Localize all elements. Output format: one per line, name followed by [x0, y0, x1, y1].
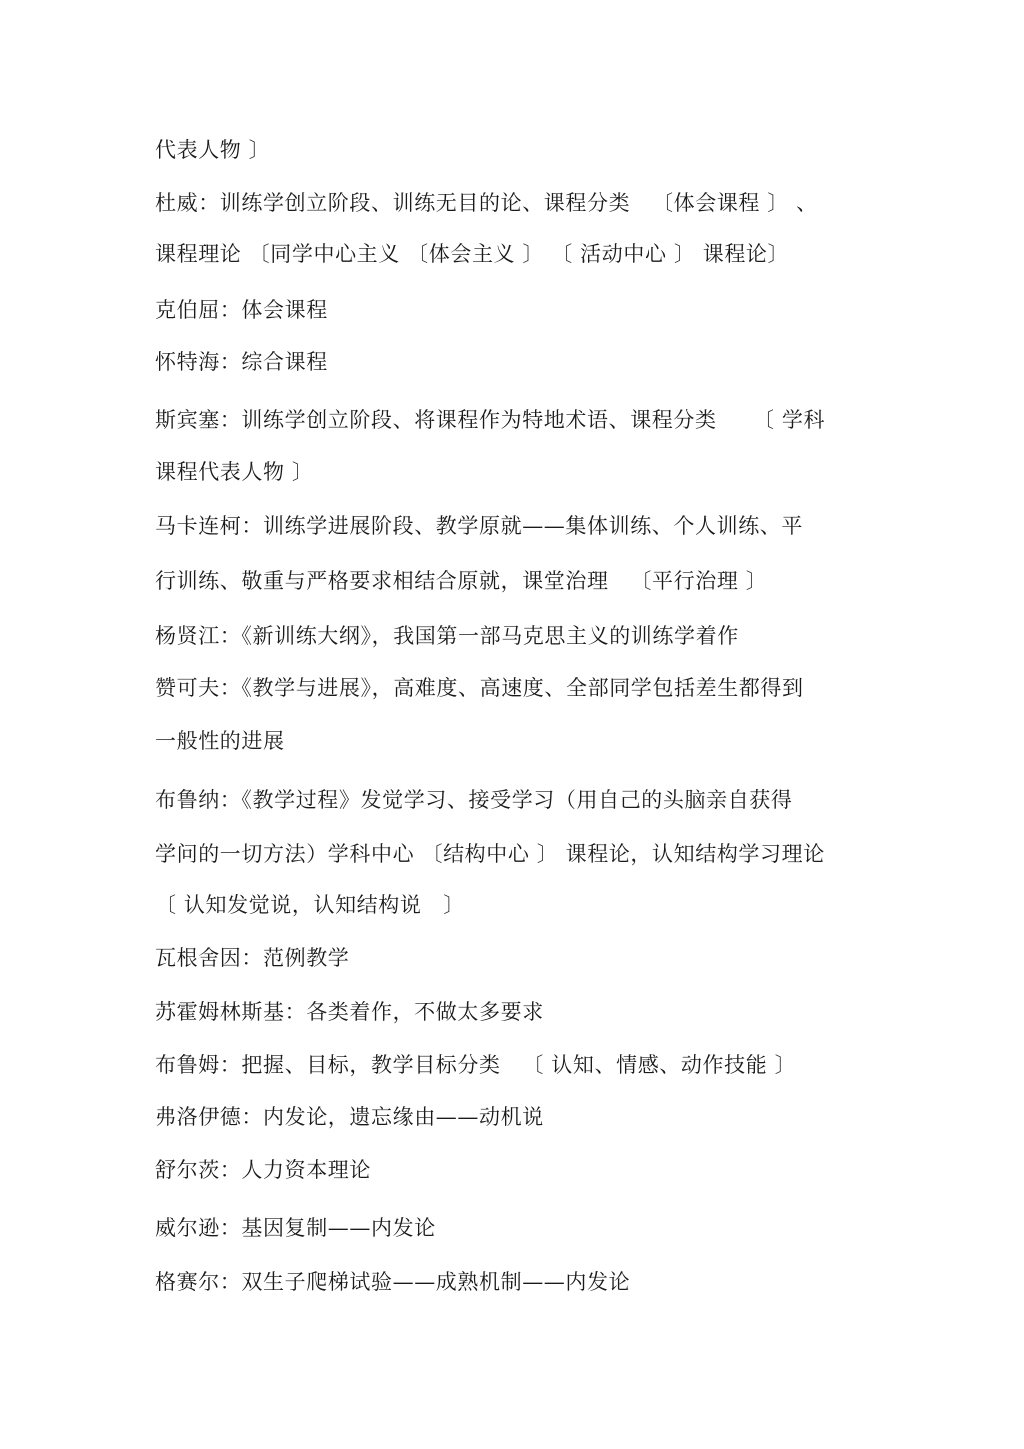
text-line: 斯宾塞：训练学创立阶段、将课程作为特地术语、课程分类 〔 学科 [155, 408, 826, 432]
text-line: 怀特海：综合课程 [155, 350, 328, 374]
text-line: 杨贤江：《新训练大纲》，我国第一部马克思主义的训练学着作 [155, 624, 739, 648]
text-line: 弗洛伊德：内发论，遗忘缘由——动机说 [155, 1105, 544, 1129]
text-line: 舒尔茨：人力资本理论 [155, 1158, 371, 1182]
text-line: 赞可夫：《教学与进展》，高难度、高速度、全部同学包括差生都得到 [155, 676, 804, 700]
text-line: 马卡连柯：训练学进展阶段、教学原就——集体训练、个人训练、平 [155, 514, 803, 538]
text-line: 格赛尔：双生子爬梯试验——成熟机制——内发论 [155, 1270, 631, 1294]
text-line: 课程代表人物 〕 [155, 460, 314, 484]
text-line: 一般性的进展 [155, 729, 285, 753]
text-line: 布鲁姆：把握、目标，教学目标分类 〔 认知、情感、动作技能 〕 [155, 1053, 797, 1077]
text-line: 代表人物 〕 [155, 138, 271, 162]
text-line: 克伯屈：体会课程 [155, 298, 328, 322]
text-line: 杜威：训练学创立阶段、训练无目的论、课程分类 〔体会课程 〕 、 [155, 191, 818, 215]
text-line: 行训练、敬重与严格要求相结合原就，课堂治理 〔平行治理 〕 [155, 569, 768, 593]
text-line: 威尔逊：基因复制——内发论 [155, 1216, 436, 1240]
text-line: 瓦根舍因：范例教学 [155, 946, 350, 970]
text-line: 苏霍姆林斯基：各类着作，不做太多要求 [155, 1000, 544, 1024]
text-line: 〔 认知发觉说，认知结构说 〕 [155, 893, 465, 917]
text-line: 学问的一切方法）学科中心 〔结构中心 〕 课程论，认知结构学习理论 [155, 842, 825, 866]
text-line: 布鲁纳：《教学过程》发觉学习、接受学习（用自己的头脑亲自获得 [155, 788, 793, 812]
text-line: 课程理论 〔同学中心主义 〔体会主义 〕 〔 活动中心 〕 课程论〕 [155, 242, 790, 266]
